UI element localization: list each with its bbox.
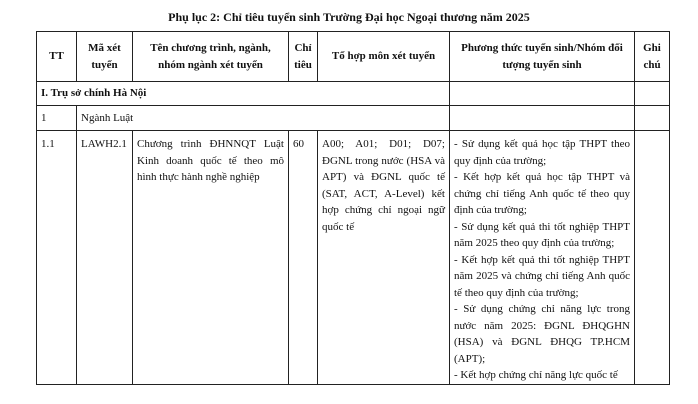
- row-chi-tieu: 60: [289, 131, 318, 385]
- row-to-hop: A00; A01; D01; D07; ĐGNL trong nước (HSA và APT) và ĐGNL quốc tế (SAT, ACT, A-Level) kết hợp chứng chỉ ngoại ngữ quốc tế: [318, 131, 450, 385]
- row-phuong-thuc: [450, 131, 635, 385]
- group-name: Ngành Luật: [77, 106, 450, 131]
- method-item: - Kết hợp chứng chỉ năng lực quốc tế: [454, 369, 618, 381]
- method-item: - Kết hợp kết quả thi tốt nghiệp THPT năm 2025 và chứng chỉ tiếng Anh quốc tế theo quy định của trường;: [454, 253, 630, 299]
- method-item: - Sử dụng kết quả học tập THPT theo quy định của trường;: [454, 138, 630, 167]
- row-chuong-trinh: Chương trình ĐHNNQT Luật Kinh doanh quốc tế theo mô hình thực hành nghề nghiệp: [133, 131, 289, 385]
- header-ghi-chu: Ghi chú: [635, 32, 670, 82]
- header-tt: TT: [37, 32, 77, 82]
- admission-quota-table: [36, 31, 670, 385]
- header-to-hop: Tổ hợp môn xét tuyển: [318, 32, 450, 82]
- header-chuong-trinh: Tên chương trình, ngành, nhóm ngành xét tuyển: [133, 32, 289, 82]
- method-item: - Sử dụng chứng chỉ năng lực trong nước năm 2025: ĐGNL ĐHQGHN (HSA) và ĐGNL ĐHQG TP.HCM (APT);: [454, 303, 630, 365]
- header-phuong-thuc: Phương thức tuyển sinh/Nhóm đối tượng tuyển sinh: [450, 32, 635, 82]
- group-empty-cell: [635, 106, 670, 131]
- method-item: - Kết hợp kết quả học tập THPT và chứng chỉ tiếng Anh quốc tế theo quy định của trường;: [454, 171, 630, 216]
- section-label: I. Trụ sở chính Hà Nội: [37, 82, 450, 106]
- section-row: [37, 82, 670, 106]
- appendix-title: Phụ lục 2: Chỉ tiêu tuyển sinh Trường Đại học Ngoại thương năm 2025: [168, 10, 530, 24]
- section-empty-cell: [450, 82, 635, 106]
- method-item: - Sử dụng kết quả thi tốt nghiệp THPT năm 2025 theo quy định của trường;: [454, 220, 630, 249]
- row-ma-xet-tuyen: LAWH2.1: [77, 131, 133, 385]
- section-empty-cell: [635, 82, 670, 106]
- group-empty-cell: [450, 106, 635, 131]
- row-ghi-chu: [635, 131, 670, 385]
- group-tt: 1: [37, 106, 77, 131]
- header-ma-xet-tuyen: Mã xét tuyển: [77, 32, 133, 82]
- row-tt: 1.1: [37, 131, 77, 385]
- header-chi-tieu: Chỉ tiêu: [289, 32, 318, 82]
- group-row: [37, 106, 670, 131]
- table-row: [37, 131, 670, 385]
- table-header-row: [37, 32, 670, 82]
